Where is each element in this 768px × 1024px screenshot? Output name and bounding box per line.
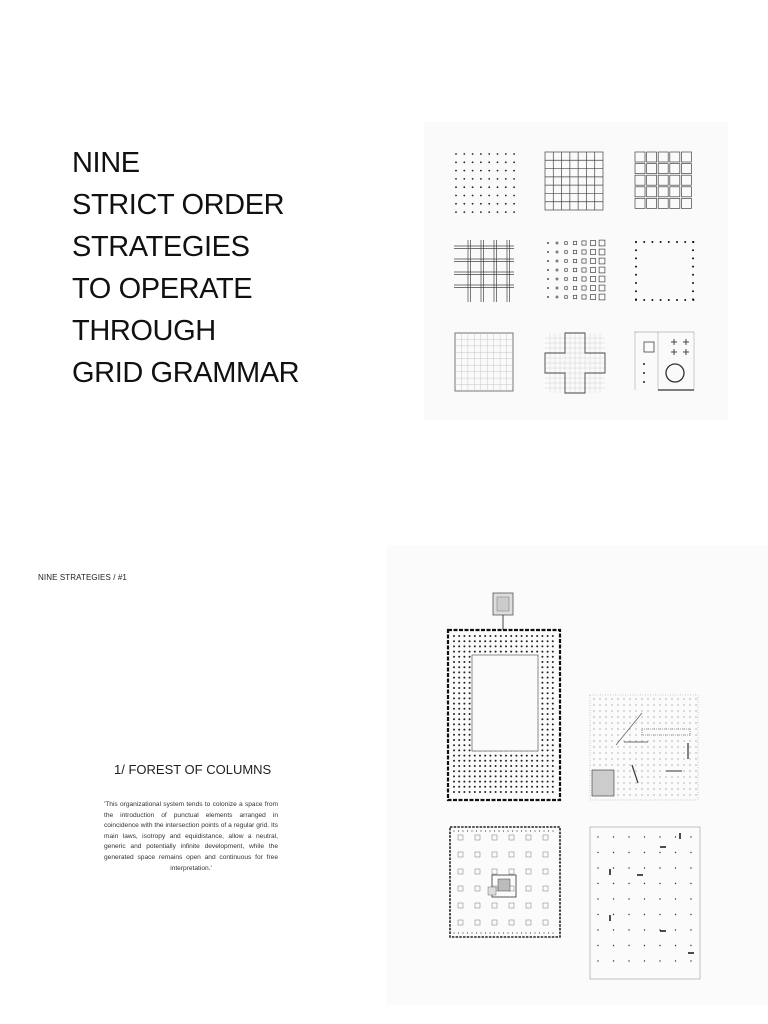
title-line: NINE bbox=[72, 147, 140, 179]
plans-svg bbox=[386, 545, 768, 1005]
grid-diagrams-panel bbox=[424, 122, 728, 420]
strategy-quote: 'This organizational system tends to colonize a space from the introduction of punctual elements arranged in coincidence with the intersection points of a regular grid. Its main laws, isotropy and equidistance, allow a neutral, generic and potentially infinite development, while the generated space remains open and continuous for free interpretation.' bbox=[104, 801, 278, 872]
perimeter-dots-diagram bbox=[635, 241, 694, 301]
complex-plan bbox=[590, 695, 698, 800]
plans-panel bbox=[386, 545, 768, 1005]
strategy-title: 1/ FOREST OF COLUMNS bbox=[114, 762, 272, 777]
page-title bbox=[72, 142, 299, 394]
title-line: TO OPERATE bbox=[72, 273, 253, 305]
grid-diagrams-svg bbox=[424, 122, 728, 420]
title-line: STRATEGIES bbox=[72, 231, 250, 263]
modular-plan bbox=[450, 827, 560, 937]
sparse-plan bbox=[590, 827, 700, 979]
scaled-squares-diagram bbox=[548, 240, 605, 300]
title-line: THROUGH bbox=[72, 315, 216, 347]
colonnade-plan bbox=[448, 593, 560, 800]
fine-grid-diagram bbox=[455, 333, 513, 391]
cross-grid-diagram bbox=[545, 333, 605, 393]
section-label: NINE STRATEGIES / #1 bbox=[38, 573, 127, 582]
extended-grid-diagram bbox=[454, 240, 514, 302]
dot-grid-diagram bbox=[455, 153, 515, 213]
title-line: GRID GRAMMAR bbox=[72, 357, 300, 389]
mixed-elements-diagram bbox=[634, 332, 694, 390]
cell-grid-diagram bbox=[635, 152, 691, 208]
title-line: STRICT ORDER bbox=[72, 189, 285, 221]
square-grid-diagram bbox=[545, 152, 603, 210]
